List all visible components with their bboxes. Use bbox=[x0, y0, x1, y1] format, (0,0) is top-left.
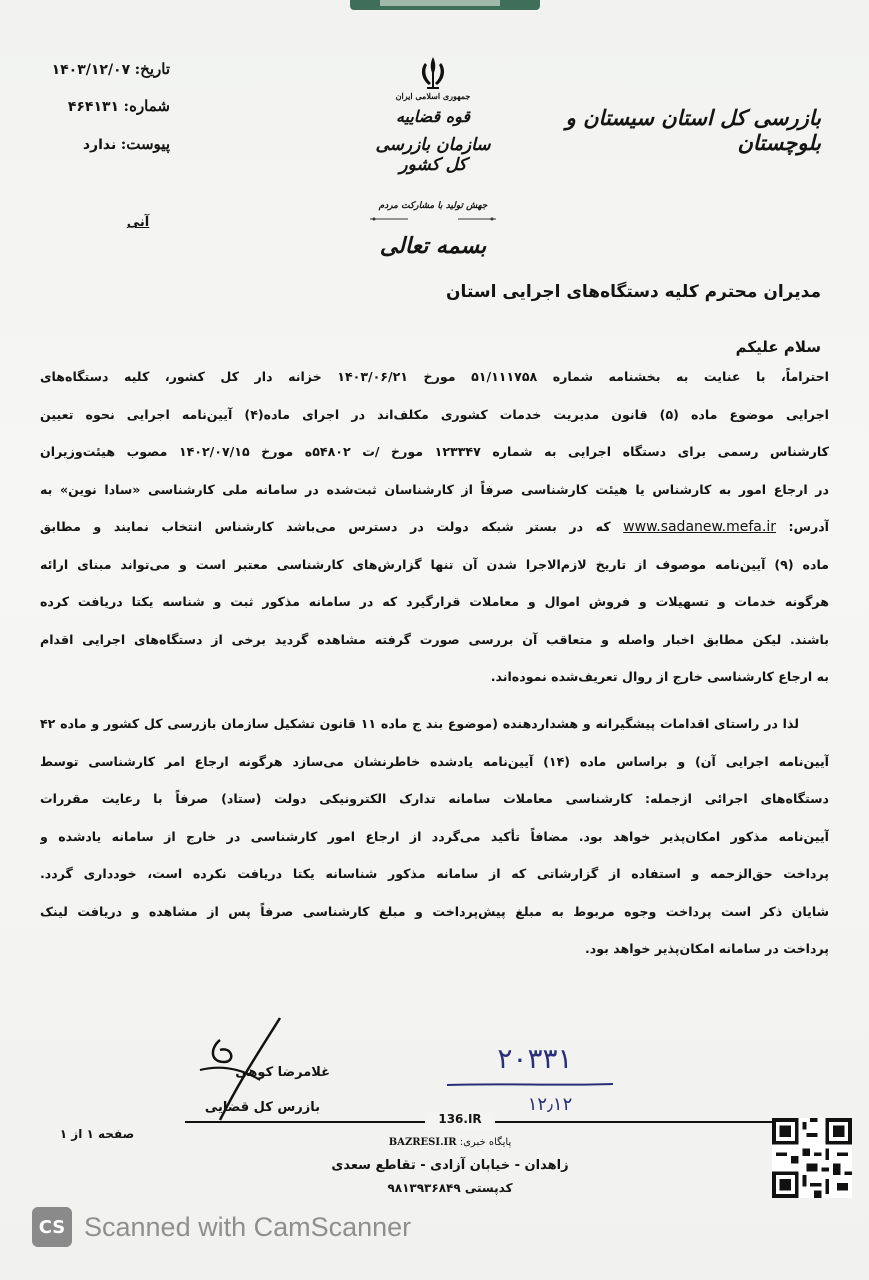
body-line: اجرایی موضوع ماده (۵) قانون مدیریت خدمات کشوری مکلف‌اند در اجرای ماده(۴) آیین‌نامه اجرایی نحوه تعیین bbox=[40, 406, 829, 422]
body-line: ماده (۹) آیین‌نامه موصوف از تاریخ لازم‌الاجرا شدن آن تنها گزارش‌های کارشناسی معتبر است و می‌تواند مبنای ارائه bbox=[40, 556, 829, 572]
bismillah-text: بسمه تعالی bbox=[379, 233, 487, 259]
body-line: پرداخت حق‌الزحمه و استفاده از گزارشاتی که از سامانه مذکور شناسانه یکتا دریافت نکرده است، خودداری گردد. bbox=[40, 866, 829, 881]
body-line: هرگونه خدمات و تسهیلات و فروش اموال و معاملات قرارگیرد که در سامانه مذکور ثبت و شناسه یکتا دریافت کرده bbox=[40, 594, 829, 609]
body-line: پرداخت در سامانه امکان‌پذیر خواهد بود. bbox=[584, 941, 829, 956]
camscanner-logo-icon: CS bbox=[32, 1207, 72, 1247]
body-line: دستگاه‌های اجرائی ازجمله: کارشناسی معاملات سامانه تدارک الکترونیکی دولت (ستاد) صرفاً با رعایت مقررات bbox=[40, 791, 829, 806]
body-line: در ارجاع امور به کارشناس یا هیئت کارشناسی صرفاً از کارشناسان ثبت‌شده در سامانه ملی کارشناسی «سادا نوین» به bbox=[40, 481, 829, 497]
slogan-text: جهش تولید با مشارکت مردم bbox=[378, 201, 488, 211]
qr-code-icon[interactable] bbox=[772, 1118, 852, 1198]
news-site[interactable]: BAZRESI.IR bbox=[388, 1137, 457, 1148]
greeting: سلام علیکم bbox=[735, 338, 821, 356]
body-line: آیین‌نامه مذکور امکان‌پذیر خواهد بود. مضافاً تأکید می‌گردد از ارجاع امور کارشناسی در خارج از سامانه یادشده و bbox=[40, 828, 829, 844]
slogan-ornament-icon bbox=[368, 215, 498, 223]
address-prefix: آدرس: bbox=[788, 519, 829, 534]
body-line: کارشناس رسمی برای دستگاه اجرایی به شماره ۱۲۳۳۴۷ مورخ /ت ۵۴۸۰۲ه مورخ ۱۴۰۲/۰۷/۱۵ مصوب هیئت‌وزیران bbox=[40, 444, 829, 459]
body-line: باشند. لیکن مطابق اخبار واصله و متعاقب آن بررسی صورت گرفته مشاهده گردید برخی از دستگاه‌های اجرایی اقدام bbox=[40, 631, 829, 647]
phone-short: 136.IR bbox=[425, 1112, 495, 1130]
news-label: پایگاه خبری: bbox=[459, 1137, 512, 1148]
handwritten-underline bbox=[445, 1082, 615, 1088]
org-title: بازرسی کل استان سیستان و بلوچستان bbox=[565, 105, 821, 155]
handwritten-date: ۱۲٫۱۲ bbox=[527, 1094, 573, 1115]
number-label: شماره: bbox=[123, 97, 170, 115]
letter-body-paragraph-1 bbox=[40, 358, 829, 696]
postal-code: ۹۸۱۳۹۳۶۸۴۹ bbox=[387, 1181, 461, 1195]
top-photo-strip-light bbox=[380, 0, 500, 6]
handwritten-number: ۲۰۳۳۱ bbox=[497, 1042, 573, 1075]
address-suffix: که در بستر شبکه دولت در دسترس می‌باشد کارشناس انتخاب نمایند و مطابق bbox=[40, 519, 611, 534]
attachment-label: پیوست: bbox=[120, 135, 170, 153]
date-label: تاریخ: bbox=[134, 60, 170, 78]
body-line: لذا در راستای اقدامات پیشگیرانه و هشداردهنده (موضوع بند ج ماده ۱۱ قانون تشکیل سازمان بازرسی کل کشور و ماده ۴۲ bbox=[40, 716, 799, 731]
number-value: ۴۶۴۱۳۱ bbox=[67, 99, 120, 115]
news-site-row bbox=[300, 1137, 600, 1148]
body-line: به ارجاع کارشناسی خارج از روال تعریف‌شده نموده‌اند. bbox=[490, 669, 829, 684]
page-number: صفحه ۱ از ۱ bbox=[59, 1127, 135, 1141]
camscanner-watermark bbox=[32, 1207, 411, 1247]
attachment-value: ندارد bbox=[82, 137, 117, 153]
address-line bbox=[40, 508, 829, 546]
letter-body-paragraph-2 bbox=[40, 705, 829, 968]
signer-name: غلامرضا کوهی bbox=[235, 1065, 330, 1080]
sada-url-link[interactable]: www.sadanew.mefa.ir bbox=[623, 519, 776, 535]
iran-emblem-icon bbox=[413, 55, 453, 91]
body-line: آیین‌نامه اجرایی آن) و براساس ماده (۱۴) آیین‌نامه یادشده خاطرنشان می‌سازد هرگونه ارجاع امر کارشناسی توسط bbox=[40, 753, 829, 769]
recipient-heading: مدیران محترم کلیه دستگاه‌های اجرایی استان bbox=[446, 282, 821, 302]
postal-label: کدپستی bbox=[464, 1181, 513, 1195]
republic-text: جمهوری اسلامی ایران bbox=[395, 91, 471, 101]
number-row bbox=[30, 97, 170, 121]
emblem-block bbox=[368, 55, 498, 275]
org-emblem-text: سازمان بازرسی کل کشور bbox=[375, 135, 491, 175]
judiciary-text: قوه قضاییه bbox=[395, 107, 471, 126]
signer-title: بازرس کل قضایی bbox=[204, 1100, 320, 1115]
postal-row bbox=[300, 1181, 600, 1195]
attachment-row bbox=[30, 135, 170, 159]
body-line: احتراماً، با عنایت به بخشنامه شماره ۵۱/۱۱۱۷۵۸ مورخ ۱۴۰۳/۰۶/۲۱ خزانه دار کل کشور، کلیه دستگاه‌های bbox=[40, 369, 829, 384]
urgency-mark: آنی bbox=[126, 215, 150, 230]
date-value: ۱۴۰۳/۱۲/۰۷ bbox=[51, 62, 131, 78]
camscanner-text: Scanned with CamScanner bbox=[84, 1211, 412, 1242]
date-row bbox=[30, 60, 170, 84]
body-line: شایان ذکر است پرداخت وجوه مربوط به مبلغ پیش‌پرداخت و مبلغ کارشناسی صرفاً پس از مشاهده و دریافت لینک bbox=[40, 903, 829, 919]
footer-address: زاهدان - خیابان آزادی - تقاطع سعدی bbox=[331, 1158, 569, 1173]
